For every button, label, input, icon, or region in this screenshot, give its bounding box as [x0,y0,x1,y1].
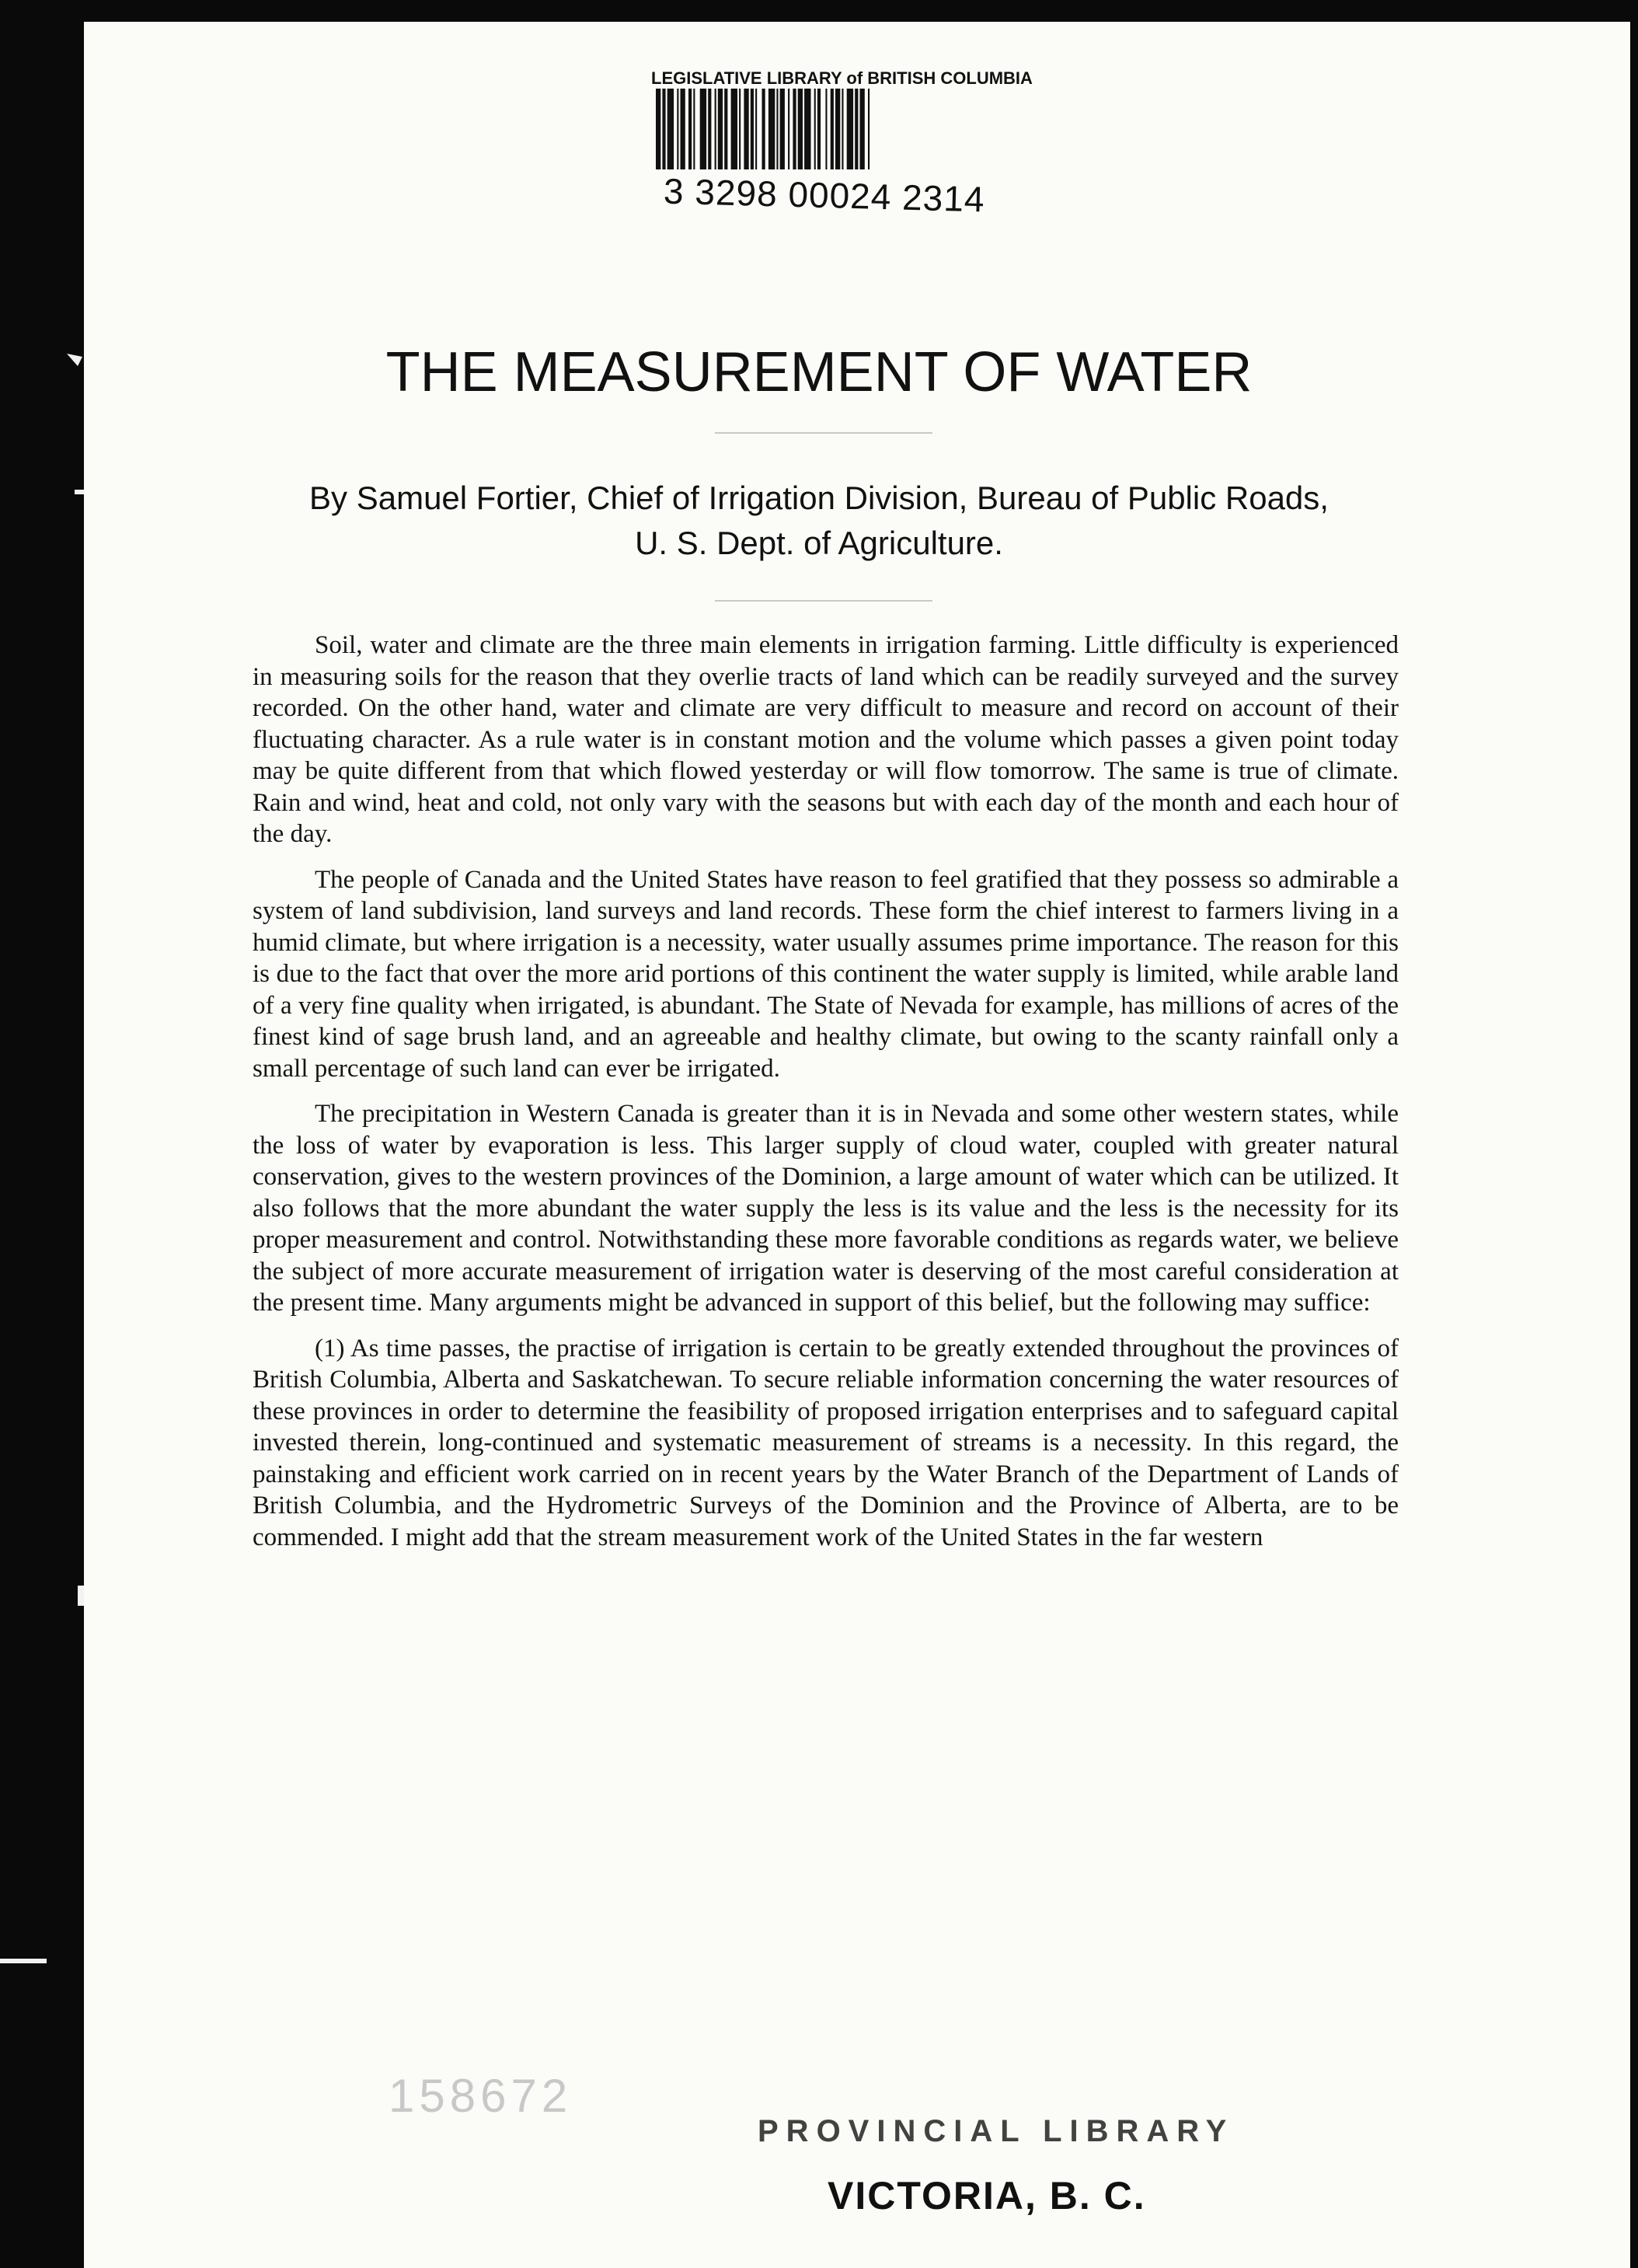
byline-affiliation: U. S. Dept. of Agriculture. [635,525,1003,561]
paragraph: (1) As time passes, the practise of irrigation is certain to be greatly extended throughout the provinces of British Columbia, Alberta and Saskatchewan. To secure reliable information concerning the water resources of these provinces in order to determine the feasibility of proposed irrigation enterprises and to safeguard capital invested therein, long-continued and systematic measurement of streams is a necessity. In this regard, the painstaking and efficient work carried on in recent years by the Water Branch of the Department of Lands of British Columbia, and the Hydrometric Surveys of the Dominion and the Province of Alberta, are to be commended. I might add that the stream measurement work of the United States in the far western [253,1334,1399,1551]
barcode-label: LEGISLATIVE LIBRARY of BRITISH COLUMBIA [651,68,1033,88]
byline-divider [715,600,932,602]
document-title: THE MEASUREMENT OF WATER [385,341,1253,403]
byline-author: By Samuel Fortier, Chief of Irrigation Division, Bureau of Public Roads, [309,480,1329,516]
barcode-icon [651,89,1024,174]
library-barcode [651,68,1033,224]
barcode-number: 3 3298 00024 2314 [663,170,986,220]
library-stamp-line1: PROVINCIAL LIBRARY [758,2114,1235,2148]
faint-accession-number: 158672 [389,2070,573,2122]
paragraph: The precipitation in Western Canada is greater than it is in Nevada and some other western states, while the loss of water by evaporation is less. This larger supply of cloud water, coupled with greater natural conservation, gives to the western provinces of the Dominion, a large amount of water which can be utilized. It also follows that the more abundant the water supply the less is its value and the less is the necessity for its proper measurement and control. Notwithstanding these more favorable conditions as regards water, we believe the subject of more accurate measurement of irrigation water is deserving of the most careful consideration at the present time. Many arguments might be advanced in support of this belief, but the following may suffice: [253,1100,1399,1317]
title-divider [715,432,932,434]
body-text [253,630,1399,1567]
paragraph: The people of Canada and the United States have reason to feel gratified that they possess so admirable a system of land subdivision, land surveys and land records. These form the chief interest to farmers living in a humid climate, but where irrigation is a necessity, water usually assumes prime importance. The reason for this is due to the fact that over the more arid portions of this continent the water supply is limited, while arable land of a very fine quality when irrigated, is abundant. The State of Nevada for example, has millions of acres of the finest kind of sage brush land, and an agreeable and healthy climate, but owing to the scanty rainfall only a small percentage of such land can ever be irrigated. [253,865,1399,1083]
library-stamp-line2: VICTORIA, B. C. [828,2174,1146,2217]
paragraph: Soil, water and climate are the three main elements in irrigation farming. Little difficulty is experienced in measuring soils for the reason that they overlie tracts of land which can be readily surveyed and the survey recorded. On the other hand, water and climate are very difficult to measure and record on account of their fluctuating character. As a rule water is in constant motion and the volume which passes a given point today may be quite different from that which flowed yesterday or will flow tomorrow. The same is true of climate. Rain and wind, heat and cold, not only vary with the seasons but with each day of the month and each hour of the day. [253,631,1399,848]
